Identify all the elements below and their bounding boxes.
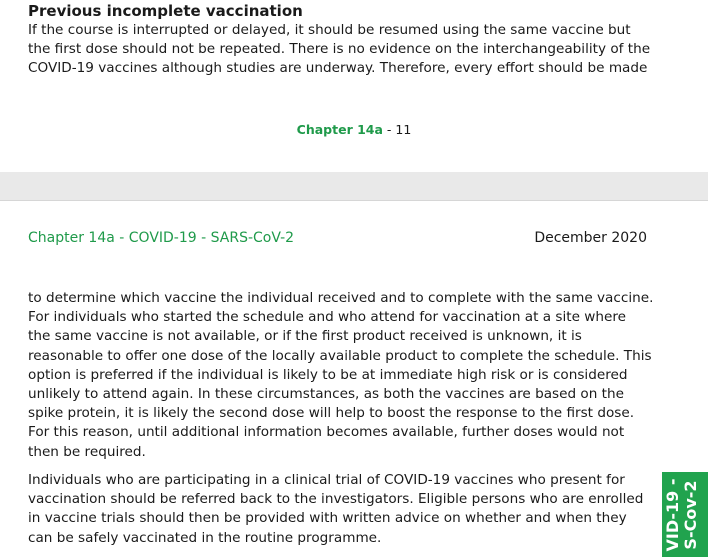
paragraph-line: vaccination should be referred back to the investigators. Eligible persons who are enrolled [28,491,644,508]
footer-page-number: 11 [395,122,412,137]
side-tab-line: S-Cov-2 [681,480,700,550]
paragraph-incomplete-vaccination [28,21,650,79]
paragraph-line: to determine which vaccine the individual received and to complete with the same vaccine. [28,290,654,306]
paragraph-line: COVID-19 vaccines although studies are underway. Therefore, every effort should be made [28,60,648,77]
chapter-side-tab [662,472,708,557]
page-gap [0,172,708,200]
paragraph-line: For this reason, until additional information becomes available, further doses would not [28,424,625,441]
running-head: Chapter 14a - COVID-19 - SARS-CoV-2 [28,230,295,246]
section-heading: Previous incomplete vaccination [28,2,303,20]
document-page-bottom [0,200,708,558]
side-tab-line: VID-19 - [663,478,682,552]
paragraph-clinical-trial [28,471,643,548]
side-tab-label [664,472,700,557]
document-page-top [0,0,708,173]
paragraph-line: can be safely vaccinated in the routine programme. [28,529,382,546]
footer-chapter: Chapter 14a [296,122,383,137]
paragraph-line: If the course is interrupted or delayed, it should be resumed using the same vaccine but [28,22,631,38]
paragraph-line: spike protein, it is likely the second dose will help to boost the response to the first dose. [28,405,635,422]
paragraph-line: unlikely to attend again. In these circumstances, as both the vaccines are based on the [28,386,624,403]
paragraph-line: the same vaccine is not available, or if the first product received is unknown, it is [28,328,582,345]
paragraph-line: in vaccine trials should then be provided with written advice on whether and when they [28,510,627,527]
paragraph-line: the first dose should not be repeated. There is no evidence on the interchangeability of the [28,41,651,58]
footer-separator: - [382,122,396,137]
paragraph-vaccine-continuation [28,289,653,462]
paragraph-line: option is preferred if the individual is likely to be at immediate high risk or is considered [28,366,628,383]
paragraph-line: then be required. [28,443,146,460]
page-footer [0,121,708,139]
paragraph-line: Individuals who are participating in a clinical trial of COVID-19 vaccines who present for [28,472,625,488]
running-date: December 2020 [534,230,647,246]
paragraph-line: For individuals who started the schedule and who attend for vaccination at a site where [28,309,627,326]
paragraph-line: reasonable to offer one dose of the locally available product to complete the schedule. This [28,347,652,364]
